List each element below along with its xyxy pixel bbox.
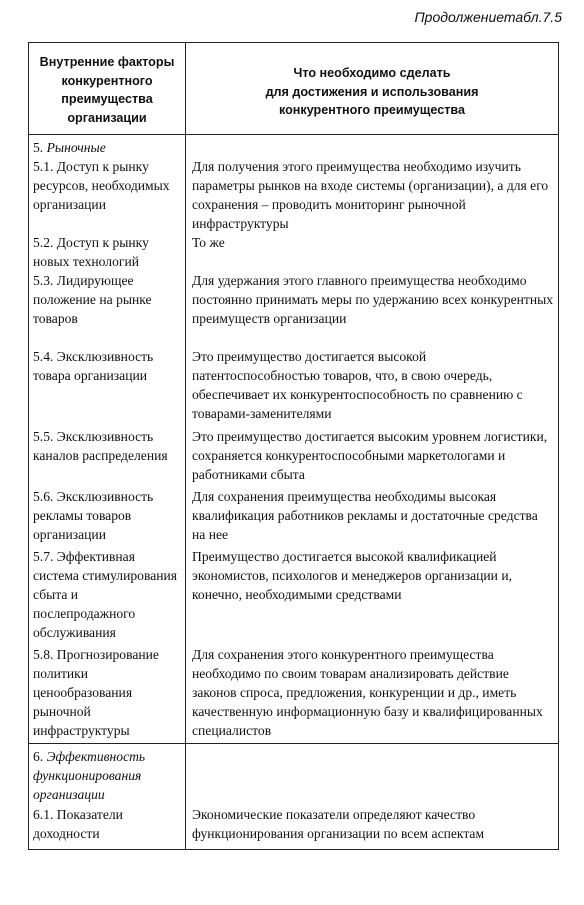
section-5-heading-row — [29, 135, 559, 158]
table-row — [29, 157, 559, 233]
header-factors: Внутренние факторы конкурентного преимущества организации — [29, 43, 186, 135]
factor-5-5: 5.5. Эксклюзивность каналов распределения — [29, 427, 186, 487]
table-row — [29, 233, 559, 271]
table-row — [29, 271, 559, 347]
table-row — [29, 805, 559, 850]
table-row — [29, 347, 559, 427]
factor-5-3: 5.3. Лидирующее положение на рынке товаров — [29, 271, 186, 347]
action-5-7: Преимущество достигается высокой квалификацией экономистов, психологов и менеджеров организации и, конечно, необходимыми средствами — [186, 547, 559, 645]
section-6-heading-row — [29, 744, 559, 806]
section-5-heading — [29, 135, 186, 158]
action-5-5: Это преимущество достигается высоким уровнем логистики, сохраняется конкурентоспособными маркетологами и работниками сбыта — [186, 427, 559, 487]
section-6-number: 6. — [33, 749, 44, 764]
action-5-3: Для удержания этого главного преимущества необходимо постоянно принимать меры по удержанию всех конкурентных преимуществ организации — [186, 271, 559, 347]
factor-5-6: 5.6. Эксклюзивность рекламы товаров организации — [29, 487, 186, 547]
competitive-advantage-table — [28, 42, 559, 850]
section-5-number: 5. — [33, 140, 44, 155]
table-row — [29, 645, 559, 744]
table-header-row — [29, 43, 559, 135]
section-5-title: Рыночные — [46, 140, 106, 155]
factor-5-8: 5.8. Прогнозирование политики ценообразования рыночной инфраструктуры — [29, 645, 186, 744]
action-5-2: То же — [186, 233, 559, 271]
table-row — [29, 487, 559, 547]
header-actions-line2: для достижения и использования — [265, 84, 479, 99]
action-6-1: Экономические показатели определяют качество функционирования организации по всем аспектам — [186, 805, 559, 850]
table-row — [29, 427, 559, 487]
action-5-8: Для сохранения этого конкурентного преимущества необходимо по своим товарам анализировать действие законов спроса, предложения, конкуренции и др., иметь качественную информационную базу и квалифицированных специалистов — [186, 645, 559, 744]
action-5-4: Это преимущество достигается высокой патентоспособностью товаров, что, в свою очередь, обеспечивает их конкурентоспособность по сравнению с товарами-заменителями — [186, 347, 559, 427]
factor-5-7: 5.7. Эффективная система стимулирования сбыта и послепродажного обслуживания — [29, 547, 186, 645]
table-continuation-caption: Продолжениетабл.7.5 — [414, 9, 562, 25]
action-5-6: Для сохранения преимущества необходимы высокая квалификация работников рекламы и достаточные средства на нее — [186, 487, 559, 547]
action-5-1: Для получения этого преимущества необходимо изучить параметры рынков на входе системы (организации), а для его сохранения – проводить мониторинг рыночной инфраструктуры — [186, 157, 559, 233]
factor-5-1: 5.1. Доступ к рынку ресурсов, необходимых организации — [29, 157, 186, 233]
section-6-heading — [29, 744, 186, 806]
factor-5-2: 5.2. Доступ к рынку новых технологий — [29, 233, 186, 271]
section-6-title: Эффективность функционирования организации — [33, 749, 146, 802]
factor-5-4: 5.4. Эксклюзивность товара организации — [29, 347, 186, 427]
table-row — [29, 547, 559, 645]
header-actions-line1: Что необходимо сделать — [293, 66, 451, 81]
header-actions-line3: конкурентного преимущества — [278, 103, 466, 118]
header-actions — [186, 43, 559, 135]
factor-6-1: 6.1. Показатели доходности — [29, 805, 186, 850]
